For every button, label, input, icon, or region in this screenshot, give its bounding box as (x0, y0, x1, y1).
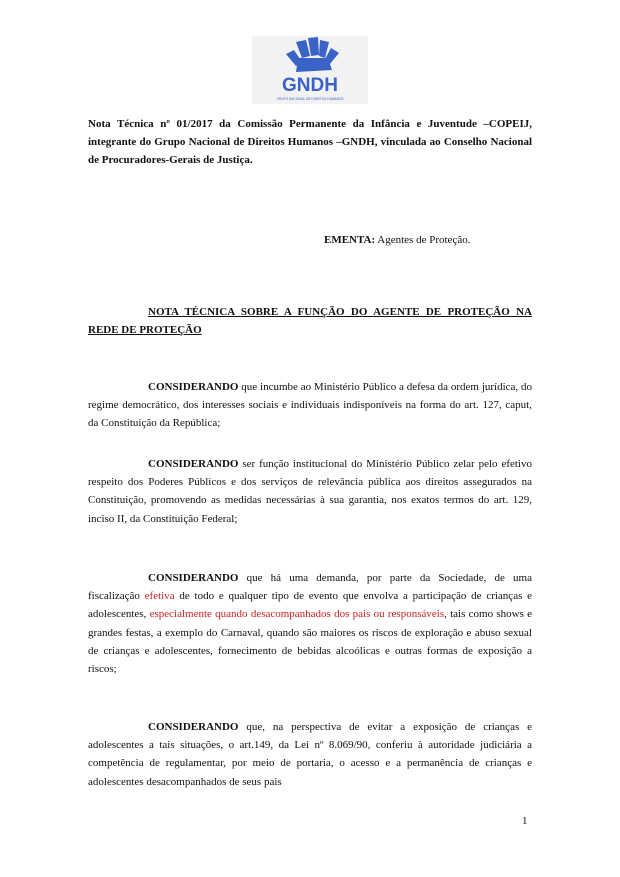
logo-tagline: GRUPO NACIONAL DE DIREITOS HUMANOS (276, 97, 344, 101)
document-intro: Nota Técnica nº 01/2017 da Comissão Permanente da Infância e Juventude –COPEIJ, integrante do Grupo Nacional de Direitos Humanos –GNDH, vinculada ao Conselho Nacional de Procuradores-Gerais de Justiça. (88, 118, 532, 166)
page-number: 1 (522, 815, 528, 827)
paragraph-text: , tais como shows e grandes festas, a exemplo do Carnaval, quando são maiores os riscos de exploração e abuso sexual de crianças e adolescentes, fornecimento de bebidas alcoólicas e outras formas de exposição a riscos; (88, 608, 533, 676)
highlighted-text: efetiva (144, 590, 175, 603)
paragraph-text: que, na perspectiva de evitar a exposição de crianças e adolescentes a tais situações, o art.149, da Lei nº 8.069/90, conferiu à autoridade judiciária a competência de regulamentar, por meio de portaria, o acesso e a permanência de crianças e adolescentes desacompanhados de seus pais (88, 721, 532, 788)
gndh-logo (252, 36, 368, 104)
ementa-text: Agentes de Proteção. (377, 234, 471, 246)
paragraph-text: de todo e qualquer tipo de evento que envolva a participação de crianças e adolescentes, (88, 590, 532, 621)
document-title (88, 303, 532, 339)
title-text: NOTA TÉCNICA SOBRE A FUNÇÃO DO AGENTE DE PROTEÇÃO NA REDE DE PROTEÇÃO (88, 306, 532, 336)
paragraph-text: ser função institucional do Ministério Público zelar pelo efetivo respeito dos Poderes Públicos e dos serviços de relevância pública aos direitos assegurados na Constituição, promovendo as medidas necessárias à sua garantia, nos exatos termos do art. 129, inciso II, da Constituição Federal; (88, 458, 532, 525)
paragraph-1 (88, 378, 532, 433)
paragraph-2 (88, 455, 532, 528)
paragraph-4 (88, 718, 532, 791)
paragraph-lead: CONSIDERANDO (148, 721, 239, 733)
logo-acronym: GNDH (282, 75, 338, 96)
paragraph-lead: CONSIDERANDO (148, 572, 239, 584)
paragraph-lead: CONSIDERANDO (148, 381, 239, 393)
ementa-label: EMENTA: (324, 234, 376, 246)
paragraph-text: que incumbe ao Ministério Público a defesa da ordem jurídica, do regime democrático, dos interesses sociais e individuais indisponíveis na forma do art. 127, caput, da Constituição da República; (88, 381, 532, 430)
paragraph-lead: CONSIDERANDO (148, 458, 239, 470)
paragraph-3 (88, 569, 532, 678)
highlighted-text: especialmente quando desacompanhados dos pais ou responsáveis (149, 608, 445, 621)
ementa (324, 233, 470, 247)
gndh-logo-graphic (252, 36, 368, 104)
paragraph-text: que há uma demanda, por parte da Sociedade, de uma fiscalização (88, 572, 532, 603)
